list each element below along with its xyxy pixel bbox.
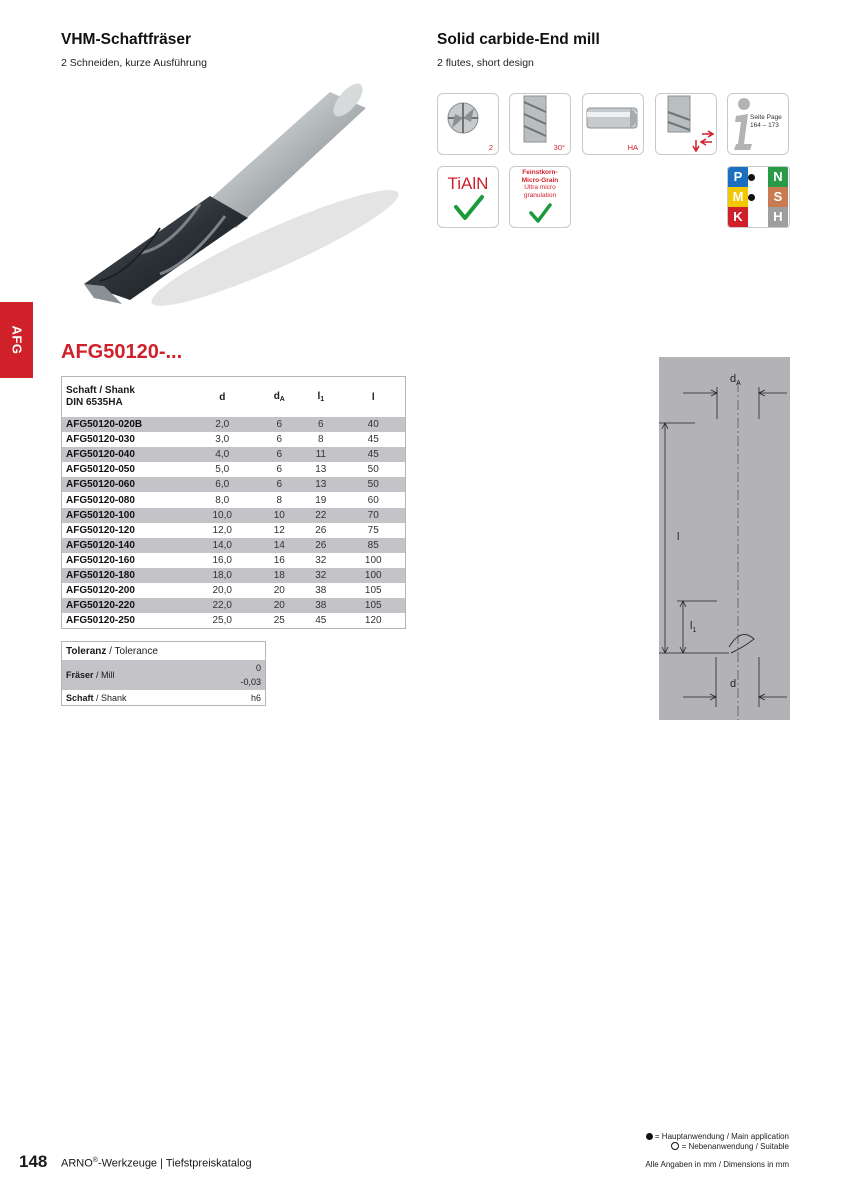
cell-d: 3,0 [215, 434, 230, 446]
info-icon [727, 93, 789, 155]
shank-type-label: HA [627, 143, 638, 152]
tolerance-shank-row [62, 690, 266, 706]
header-l1-label: l [317, 391, 321, 402]
cell-l1: 13 [300, 477, 341, 492]
header-da [258, 377, 300, 418]
cell-l: 120 [364, 615, 382, 627]
table-row [62, 447, 406, 462]
cell-l1: 32 [315, 554, 327, 566]
cell-l: 105 [364, 585, 382, 597]
table-row [62, 523, 406, 538]
drawing-label-l: l [677, 531, 680, 543]
header-l1-sub: 1 [320, 396, 325, 403]
table-row [62, 598, 406, 613]
cell-d: 22,0 [186, 598, 258, 613]
cell-l: 85 [341, 538, 405, 553]
grain-label-en-2: granulation [523, 191, 557, 199]
cell-d: 4,0 [186, 447, 258, 462]
cell-da: 16 [273, 554, 285, 566]
cell-l: 105 [341, 598, 405, 613]
checkmark-icon [510, 167, 570, 227]
tolerance-mill-upper: 0 [255, 663, 261, 673]
material-p: P [728, 167, 748, 187]
drawing-label-d: d [730, 678, 737, 690]
cell-l1: 32 [300, 568, 341, 583]
cell-code: AFG50120-060 [62, 477, 187, 492]
cell-l1: 6 [300, 417, 341, 432]
micro-grain-icon [509, 166, 571, 228]
checkmark-icon [438, 167, 498, 227]
table-row [62, 462, 406, 477]
cell-l: 50 [341, 477, 405, 492]
cell-l1: 19 [315, 494, 327, 506]
cell-code: AFG50120-250 [66, 615, 135, 627]
cell-d: 10,0 [186, 508, 258, 523]
header-da-sub: A [279, 396, 285, 403]
subtitle-german: 2 Schneiden, kurze Ausführung [61, 57, 207, 69]
cell-l: 50 [367, 464, 379, 476]
cell-da: 14 [258, 538, 300, 553]
cell-l1: 11 [300, 447, 341, 462]
cell-code: AFG50120-220 [62, 598, 187, 613]
tolerance-mill-bold: Fräser [66, 670, 94, 680]
cell-l1: 26 [315, 524, 327, 536]
footer-rest: -Werkzeuge | Tiefstpreiskatalog [97, 1157, 252, 1170]
cell-code: AFG50120-080 [66, 494, 135, 506]
cell-code: AFG50120-180 [62, 568, 187, 583]
cell-l1: 22 [300, 508, 341, 523]
cell-l: 100 [341, 568, 405, 583]
tolerance-shank-label [62, 690, 206, 706]
tolerance-shank-rest: / Shank [93, 692, 127, 703]
flutes-icon [437, 93, 499, 155]
cell-da: 8 [276, 494, 283, 506]
cell-da: 6 [258, 417, 300, 432]
table-row [62, 613, 406, 629]
shank-type-icon [582, 93, 644, 155]
cell-da: 6 [276, 464, 283, 476]
table-row [62, 492, 406, 507]
material-n: N [768, 167, 788, 187]
cell-l1: 8 [318, 434, 324, 446]
helix-angle-icon [509, 93, 571, 155]
grain-label-en-1: Ultra micro [524, 184, 556, 191]
subtitle-english: 2 flutes, short design [437, 57, 534, 69]
cell-l: 40 [341, 417, 405, 432]
dimensions-note: Alle Angaben in mm / Dimensions in mm [645, 1160, 789, 1169]
material-k: K [728, 207, 748, 227]
cell-l1: 45 [315, 615, 327, 627]
table-row [62, 417, 406, 432]
cell-d: 20,0 [212, 585, 232, 597]
table-row [62, 568, 406, 583]
flutes-label: 2 [488, 143, 493, 152]
footer-text [61, 1157, 252, 1170]
cell-d: 6,0 [186, 477, 258, 492]
info-label-range: 164 – 173 [750, 122, 779, 129]
table-header-row [62, 377, 406, 418]
tolerance-title [62, 642, 266, 661]
cell-l: 60 [367, 494, 379, 506]
cell-l: 100 [364, 554, 382, 566]
cell-d: 12,0 [212, 524, 232, 536]
cell-da: 10 [258, 508, 300, 523]
drawing-label-l1: $l_1$ [690, 620, 697, 634]
legend-suitable-text: = Nebenanwendung / Suitable [679, 1142, 789, 1151]
material-h: H [768, 207, 788, 227]
info-label-page: Seite Page [750, 114, 782, 121]
cell-d: 8,0 [215, 494, 230, 506]
cell-l: 45 [341, 447, 405, 462]
tolerance-mill-rest: / Mill [93, 670, 115, 680]
grain-label-de-2: Micro-Grain [521, 176, 559, 184]
cell-l: 75 [367, 524, 379, 536]
technical-drawing [659, 357, 790, 720]
end-mill-product-image [60, 78, 400, 318]
cell-code: AFG50120-140 [62, 538, 187, 553]
tolerance-table [61, 641, 266, 706]
cell-code: AFG50120-100 [62, 508, 187, 523]
cell-d: 14,0 [186, 538, 258, 553]
dimensions-table [61, 376, 406, 629]
footer-brand: ARNO [61, 1157, 93, 1170]
header-l [341, 377, 405, 418]
header-da-label: d [273, 391, 280, 402]
cell-da: 25 [273, 615, 285, 627]
material-m: M [728, 187, 748, 207]
cell-code: AFG50120-030 [66, 434, 135, 446]
cell-l: 70 [341, 508, 405, 523]
table-row [62, 477, 406, 492]
header-l-label: l [371, 391, 375, 403]
tolerance-header-row [62, 642, 266, 661]
legend-suitable [671, 1142, 789, 1151]
cell-d: 5,0 [215, 464, 230, 476]
product-code: AFG50120-... [61, 341, 183, 363]
header-d [186, 377, 258, 418]
cell-da: 6 [258, 477, 300, 492]
grain-label-de-1: Feinstkorn- [522, 169, 558, 176]
coating-icon [437, 166, 499, 228]
header-shank [62, 377, 187, 418]
main-application-dot-icon [748, 174, 755, 181]
cell-l1: 38 [315, 585, 327, 597]
tolerance-mill-values [205, 660, 265, 690]
cell-l: 45 [367, 434, 379, 446]
helix-angle-label: 30° [553, 143, 565, 152]
cell-d: 2,0 [186, 417, 258, 432]
cell-code: AFG50120-120 [66, 524, 135, 536]
title-german: VHM-Schaftfräser [61, 31, 192, 48]
cutting-direction-icon [655, 93, 717, 155]
cell-l1: 38 [300, 598, 341, 613]
header-shank-line2: DIN 6535HA [66, 397, 123, 408]
cell-da: 12 [273, 524, 285, 536]
cell-da: 6 [276, 434, 283, 446]
table-row [62, 508, 406, 523]
cell-da: 20 [273, 585, 285, 597]
cell-da: 20 [258, 598, 300, 613]
cell-da: 6 [258, 447, 300, 462]
section-side-tab [0, 302, 33, 378]
material-s: S [768, 187, 788, 207]
table-row [62, 538, 406, 553]
filled-dot-icon [646, 1133, 653, 1140]
cell-d: 18,0 [186, 568, 258, 583]
legend-main-application [646, 1132, 789, 1141]
header-d-label: d [219, 391, 226, 403]
cell-code: AFG50120-050 [66, 464, 135, 476]
table-row [62, 583, 406, 598]
cell-code: AFG50120-020B [62, 417, 187, 432]
cell-d: 16,0 [212, 554, 232, 566]
tolerance-shank-value: h6 [250, 692, 261, 703]
header-l1 [300, 377, 341, 418]
legend-main-text: = Hauptanwendung / Main application [652, 1132, 789, 1141]
table-row [62, 553, 406, 568]
cell-code: AFG50120-160 [66, 554, 135, 566]
cell-l1: 13 [315, 464, 327, 476]
cell-code: AFG50120-040 [62, 447, 187, 462]
tolerance-mill-label [62, 660, 206, 690]
table-row [62, 432, 406, 447]
footer-brand-mark: ® [92, 1157, 98, 1164]
tolerance-mill-row [62, 660, 266, 690]
cell-l1: 26 [300, 538, 341, 553]
drawing-label-da: $d_A$ [730, 373, 741, 387]
cell-d: 25,0 [212, 615, 232, 627]
tolerance-title-rest: / Tolerance [106, 645, 158, 657]
main-application-dot-icon [748, 194, 755, 201]
coating-label: TiAlN [447, 174, 489, 193]
page-number: 148 [19, 1152, 48, 1171]
tolerance-mill-lower: -0,03 [240, 677, 261, 687]
cell-da: 18 [258, 568, 300, 583]
tolerance-title-bold: Toleranz [66, 645, 107, 657]
cell-code: AFG50120-200 [66, 585, 135, 597]
tolerance-shank-bold: Schaft [66, 692, 94, 703]
material-suitability-grid [727, 166, 790, 228]
title-english: Solid carbide-End mill [437, 31, 600, 48]
side-tab-label: AFG [9, 325, 24, 355]
header-shank-line1: Schaft / Shank [66, 385, 135, 396]
